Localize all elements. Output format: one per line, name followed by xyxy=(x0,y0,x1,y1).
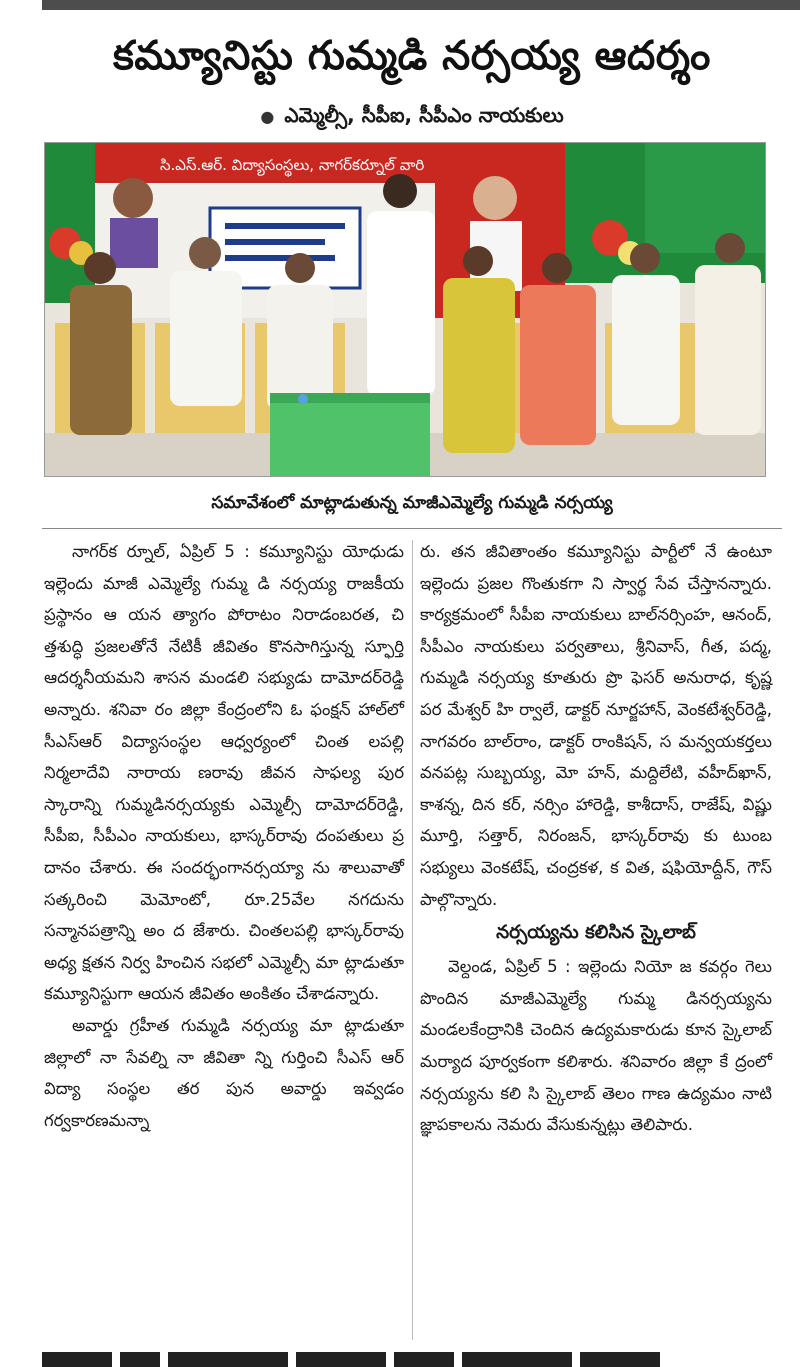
body-paragraph: అవార్డు గ్రహీత గుమ్మడి నర్సయ్య మా ట్లాడుతూ జిల్లాలో నా సేవల్ని నా జీవితా న్ని గుర్తించి సీఎస్ ఆర్ విద్యా సంస్థల తర పున అవార్డు ఇవ్వడం గర్వకారణమన్నా xyxy=(44,1015,404,1130)
headline: కమ్యూనిస్టు గుమ్మడి నర్సయ్య ఆదర్శం xyxy=(113,33,711,79)
body-paragraph: వెల్దండ, ఏప్రిల్ 5 : ఇల్లెందు నియో జ కవర్గం గెలు పొందిన మాజీఎమ్మెల్యే గుమ్మ డినర్సయ్యను మండలకేంద్రానికి చెందిన ఉద్యమకారుడు కూన స్కైలాబ్ మర్యాద పూర్వకంగా కలిశారు. శనివారం జిల్లా కే ద్రంలో నర్సయ్యను కలి సి స్కైలాబ్ తెలం గాణ ఉద్యమం నాటి జ్ఞాపకాలను నెమరు వేసుకున్నట్లు తెలిపారు. xyxy=(420,957,772,1135)
body-paragraph: రు. తన జీవితాంతం కమ్యూనిస్టు పార్టీలో నే ఉంటూ ఇల్లెందు ప్రజల గొంతుకగా ని స్వార్థ సేవ చేస్తానన్నారు. కార్యక్రమంలో సీపీఐ నాయకులు బాల్‌నర్సింహ, ఆనంద్, సీపీఎం నాయకులు పర్వతాలు, శ్రీనివాస్, గీత, పద్మ, గుమ్మడి నర్సయ్య కూతురు ప్రొ ఫెసర్ అనురాధ, కృష్ణ పర మేశ్వర్ హి ర్వాలే, డాక్టర్ నూర్జహాన్, వెంకటేశ్వర్‌రెడ్డి, నాగవరం బాల్‌రాం, డాక్టర్ రాంకిషన్, స మన్వయకర్తలు వనపట్ల సుబ్బయ్య, మో హన్, మద్దిలేటి, వహీద్‌ఖాన్, కాశన్న, దిన కర్, నర్సిం హారెడ్డి, కాశీదాస్, రాజేష్, విష్ణు మూర్తి, సత్తార్, నిరంజన్, భాస్కర్‌రావు కు టుంబ సభ్యులు వెంకటేష్, చంద్రకళ, క విత, షఫియోద్దీన్, గౌస్ పాల్గొన్నారు. xyxy=(420,542,772,909)
bullet-icon: ● xyxy=(260,107,275,126)
subheadline xyxy=(42,98,782,134)
subheadline-text: ఎమ్మెల్సీ, సీపీఐ, సీపీఎం నాయకులు xyxy=(284,103,564,127)
column-divider xyxy=(412,540,413,1340)
banner-text: సి.ఎస్.ఆర్. విద్యాసంస్థలు, నాగర్‌కర్నూల్ వారి xyxy=(160,156,425,174)
article-column-left xyxy=(44,536,404,1356)
photo-caption: సమావేశంలో మాట్లాడుతున్న మాజీఎమ్మెల్యే గుమ్మడి నర్సయ్య xyxy=(42,478,782,529)
page-top-bar xyxy=(42,0,800,10)
event-photo xyxy=(44,142,766,477)
body-paragraph: నాగర్‌క ర్నూల్, ఏప్రిల్ 5 : కమ్యూనిస్టు యోధుడు ఇల్లెందు మాజీ ఎమ్మెల్యే గుమ్మ డి నర్సయ్య రాజకీయ ప్రస్థానం ఆ యన త్యాగం పోరాటం నిరాడంబరత, చి త్తశుద్ధి ప్రజలతోనే నేటికీ జీవితం కొనసాగిస్తున్న స్ఫూర్తి ఆదర్శనీయమని శాసన మండలి సభ్యుడు దామోదర్‌రెడ్డి అన్నారు. శనివా రం జిల్లా కేంద్రంలోని ఓ ఫంక్షన్ హాల్‌లో సీఎస్ఆర్ విద్యాసంస్థల ఆధ్వర్యంలో చింత లపల్లి నిర్మలాదేవి నారాయ ణరావు జీవన సాఫల్య పుర స్కారాన్ని గుమ్మడినర్సయ్యకు ఎమ్మెల్సీ దామోదర్‌రెడ్డి, సీపీఐ, సీపీఎం నాయకులు, భాస్కర్‌రావు దంపతులు ప్ర దానం చేశారు. ఈ సందర్భంగానర్సయ్యా ను శాలువాతో సత్కరించి మెమోంటో, రూ.25వేల నగదును సన్మానపత్రాన్ని అం ద జేశారు. చింతలపల్లి భాస్కర్‌రావు అధ్య క్షతన నిర్వ హించిన సభలో ఎమ్మెల్సీ మా ట్లాడుతూ కమ్యూనిస్టుగా ఆయన జీవితం అంకితం చేశాడన్నారు. xyxy=(44,542,404,1004)
event-photo-illustration xyxy=(45,143,765,476)
section-subheading: నర్సయ్యను కలిసిన స్కైలాబ్ xyxy=(496,922,696,944)
article-column-right xyxy=(420,536,772,1356)
next-article-cutoff xyxy=(42,1352,782,1367)
